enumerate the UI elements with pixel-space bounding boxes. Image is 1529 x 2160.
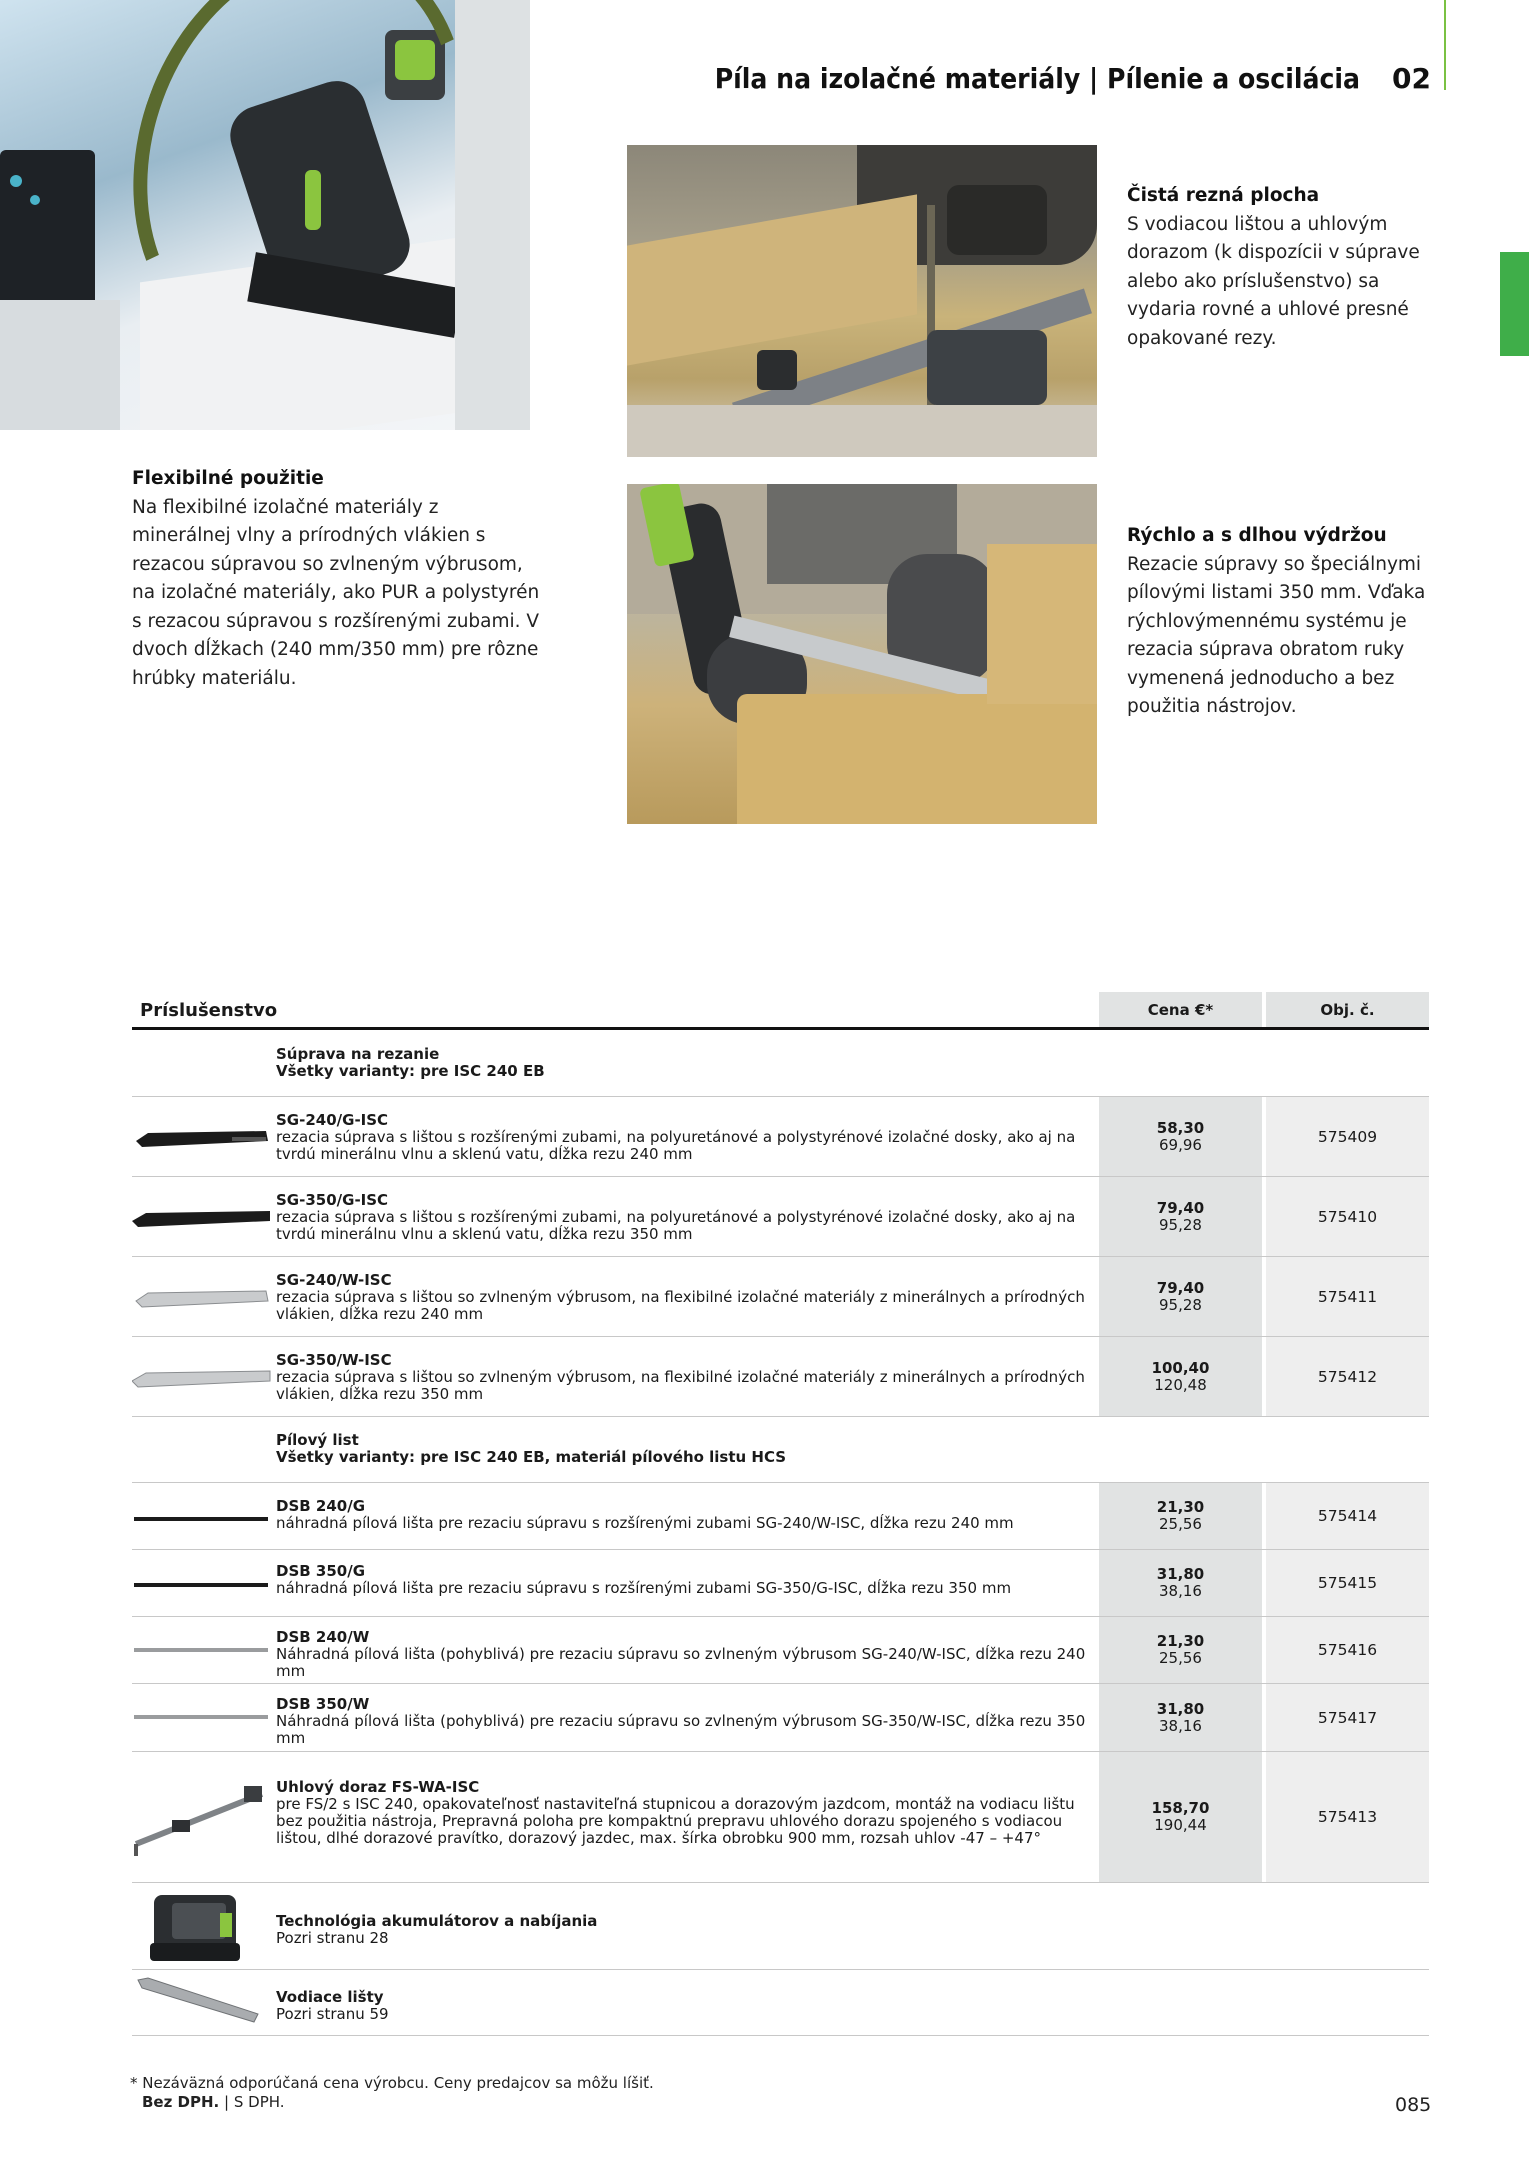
price-cell	[1099, 1752, 1262, 1882]
price-cell	[1099, 1684, 1262, 1751]
item-description: rezacia súprava s lištou so zvlneným výbrusom, na flexibilné izolačné materiály z minerálnych a prírodných vlákien, dĺžka rezu 350 mm	[276, 1368, 1085, 1403]
table-row	[132, 1752, 1429, 1883]
item-description: rezacia súprava s lištou so zvlneným výbrusom, na flexibilné izolačné materiály z minerálnych a prírodných vlákien, dĺžka rezu 240 mm	[276, 1288, 1085, 1323]
saw-blade-image	[132, 1617, 272, 1684]
battery-charger-image	[132, 1883, 272, 1970]
hero-image	[0, 0, 530, 430]
saw-blade-image	[132, 1550, 272, 1617]
table-row	[132, 1337, 1429, 1417]
saw-blade-image	[132, 1177, 272, 1257]
saw-blade-image	[132, 1483, 272, 1550]
order-number: 575409	[1266, 1097, 1429, 1176]
price-gross: 25,56	[1159, 1515, 1202, 1533]
group-title: Pílový list	[276, 1431, 359, 1449]
item-reference: Pozri stranu 59	[276, 2005, 389, 2023]
section-heading: Čistá rezná plocha	[1127, 185, 1320, 206]
price-cell	[1099, 1337, 1262, 1416]
price-net: 31,80	[1156, 1699, 1205, 1718]
group-subtitle: Všetky varianty: pre ISC 240 EB, materiál pílového listu HCS	[276, 1448, 787, 1466]
price-gross: 95,28	[1159, 1295, 1202, 1314]
item-name: SG-240/W-ISC	[276, 1271, 392, 1289]
item-name: Vodiace lišty	[276, 1988, 384, 2006]
group-heading-saw-blade	[132, 1417, 1429, 1483]
angle-stop-image	[132, 1752, 272, 1883]
item-name: DSB 350/W	[276, 1695, 370, 1713]
price-gross: 190,44	[1154, 1816, 1207, 1834]
price-net: 58,30	[1156, 1118, 1205, 1137]
item-name: Technológia akumulátorov a nabíjania	[276, 1912, 598, 1930]
section-flexible-use	[132, 465, 542, 693]
price-cell	[1099, 1097, 1262, 1176]
price-net: 21,30	[1156, 1498, 1205, 1516]
accessories-table	[132, 992, 1429, 2036]
footnote-rest: | S DPH.	[219, 2093, 285, 2111]
price-gross: 38,16	[1159, 1582, 1202, 1600]
order-number: 575413	[1266, 1752, 1429, 1882]
item-reference: Pozri stranu 28	[276, 1929, 389, 1947]
item-name: SG-350/G-ISC	[276, 1191, 389, 1209]
order-number: 575414	[1266, 1483, 1429, 1549]
price-cell	[1099, 1177, 1262, 1256]
item-description: pre FS/2 s ISC 240, opakovateľnosť nastaviteľná stupnicou a dorazovým jazdcom, montáž na vodiacu lištu bez použitia nástroja, Prepravná poloha pre kompaktnú prepravu uhlového dorazu spojeného s vodiacou lištou, dlhé dorazové pravítko, dorazový jazdec, max. šírka obrobku 900 mm, rozsah uhlov -47 – +47°	[276, 1795, 1075, 1847]
guide-rail-image	[132, 1970, 272, 2036]
footnote-line: * Nezáväzná odporúčaná cena výrobcu. Ceny predajcov sa môžu líšiť.	[130, 2074, 654, 2092]
price-net: 79,40	[1156, 1198, 1205, 1217]
footnote-bold: Bez DPH.	[142, 2093, 220, 2111]
section-heading: Rýchlo a s dlhou výdržou	[1127, 525, 1387, 546]
item-name: DSB 350/G	[276, 1562, 366, 1580]
price-gross: 69,96	[1159, 1135, 1202, 1154]
saw-blade-image	[132, 1097, 272, 1177]
price-footnote	[130, 2074, 654, 2112]
table-row	[132, 1883, 1429, 1970]
table-row	[132, 1257, 1429, 1337]
item-description: Náhradná pílová lišta (pohyblivá) pre rezaciu súpravu so zvlneným výbrusom SG-240/W-ISC, dĺžka rezu 240 mm	[276, 1645, 1086, 1680]
item-description: Náhradná pílová lišta (pohyblivá) pre rezaciu súpravu so zvlneným výbrusom SG-350/W-ISC, dĺžka rezu 350 mm	[276, 1712, 1086, 1747]
order-number: 575417	[1266, 1684, 1429, 1751]
item-name: Uhlový doraz FS-WA-ISC	[276, 1778, 480, 1796]
order-number: 575415	[1266, 1550, 1429, 1616]
item-description: rezacia súprava s lištou s rozšírenými zubami, na polyuretánové a polystyrénové izolačné dosky, ako aj na tvrdú minerálnu vlnu a sklenú vatu, dĺžka rezu 240 mm	[276, 1128, 1076, 1163]
table-row	[132, 1550, 1429, 1617]
saw-blade-image	[132, 1257, 272, 1337]
item-name: SG-350/W-ISC	[276, 1351, 392, 1369]
price-net: 31,80	[1156, 1565, 1205, 1583]
group-heading-cutting-set	[132, 1030, 1429, 1097]
page-number: 085	[1395, 2094, 1432, 2116]
item-description: náhradná pílová lišta pre rezaciu súpravu s rozšírenými zubami SG-350/G-ISC, dĺžka rezu 350 mm	[276, 1579, 1012, 1597]
price-gross: 120,48	[1154, 1375, 1207, 1394]
item-name: DSB 240/W	[276, 1628, 370, 1646]
section-fast-durable	[1127, 522, 1427, 722]
saw-blade-image	[132, 1337, 272, 1417]
photo-guide-rail-cut	[627, 145, 1097, 457]
table-row	[132, 1483, 1429, 1550]
section-body: Rezacie súpravy so špeciálnymi pílovými listami 350 mm. Vďaka rýchlovýmennému systému je rezacia súprava obratom ruky vymenená jednoducho a bez použitia nástrojov.	[1127, 553, 1426, 717]
order-number: 575411	[1266, 1257, 1429, 1336]
table-row	[132, 1684, 1429, 1752]
order-number: 575410	[1266, 1177, 1429, 1256]
table-row	[132, 1177, 1429, 1257]
photo-insulation-saw	[627, 484, 1097, 824]
section-body: S vodiacou lištou a uhlovým dorazom (k dispozícii v súprave alebo ako príslušenstvo) sa vydaria rovné a uhlové presné opakované rezy.	[1127, 213, 1420, 349]
price-net: 21,30	[1156, 1632, 1205, 1650]
item-name: DSB 240/G	[276, 1497, 366, 1515]
item-description: rezacia súprava s lištou s rozšírenými zubami, na polyuretánové a polystyrénové izolačné dosky, ako aj na tvrdú minerálnu vlnu a sklenú vatu, dĺžka rezu 350 mm	[276, 1208, 1076, 1243]
order-number: 575412	[1266, 1337, 1429, 1416]
item-description: náhradná pílová lišta pre rezaciu súpravu s rozšírenými zubami SG-240/W-ISC, dĺžka rezu 240 mm	[276, 1514, 1014, 1532]
chapter-side-tab	[1500, 252, 1529, 356]
column-header-order-number: Obj. č.	[1266, 992, 1429, 1027]
saw-blade-image	[132, 1684, 272, 1752]
section-heading: Flexibilné použitie	[132, 468, 324, 489]
table-header	[132, 992, 1429, 1030]
price-cell	[1099, 1550, 1262, 1616]
page-title: Píla na izolačné materiály | Pílenie a oscilácia	[714, 62, 1360, 95]
section-body: Na flexibilné izolačné materiály z minerálnej vlny a prírodných vlákien s rezacou súpravou so zvlneným výbrusom, na izolačné materiály, ako PUR a polystyrén s rezacou súpravou s rozšírenými zubami. V dvoch dĺžkach (240 mm/350 mm) pre rôzne hrúbky materiálu.	[132, 496, 540, 689]
order-number: 575416	[1266, 1617, 1429, 1683]
chapter-number: 02	[1392, 62, 1431, 95]
price-cell	[1099, 1617, 1262, 1683]
table-row	[132, 1617, 1429, 1684]
price-gross: 95,28	[1159, 1215, 1202, 1234]
header-divider	[1444, 0, 1446, 90]
price-net: 158,70	[1151, 1799, 1210, 1817]
price-cell	[1099, 1257, 1262, 1336]
group-subtitle: Všetky varianty: pre ISC 240 EB	[276, 1062, 545, 1080]
column-header-price: Cena €*	[1099, 992, 1262, 1027]
price-net: 79,40	[1156, 1278, 1205, 1297]
section-clean-cut	[1127, 182, 1427, 353]
item-name: SG-240/G-ISC	[276, 1111, 389, 1129]
table-row	[132, 1097, 1429, 1177]
price-gross: 25,56	[1159, 1649, 1202, 1667]
price-cell	[1099, 1483, 1262, 1549]
group-title: Súprava na rezanie	[276, 1045, 440, 1063]
table-title: Príslušenstvo	[140, 1000, 278, 1021]
table-row	[132, 1970, 1429, 2036]
price-net: 100,40	[1151, 1358, 1210, 1377]
price-gross: 38,16	[1159, 1716, 1202, 1735]
